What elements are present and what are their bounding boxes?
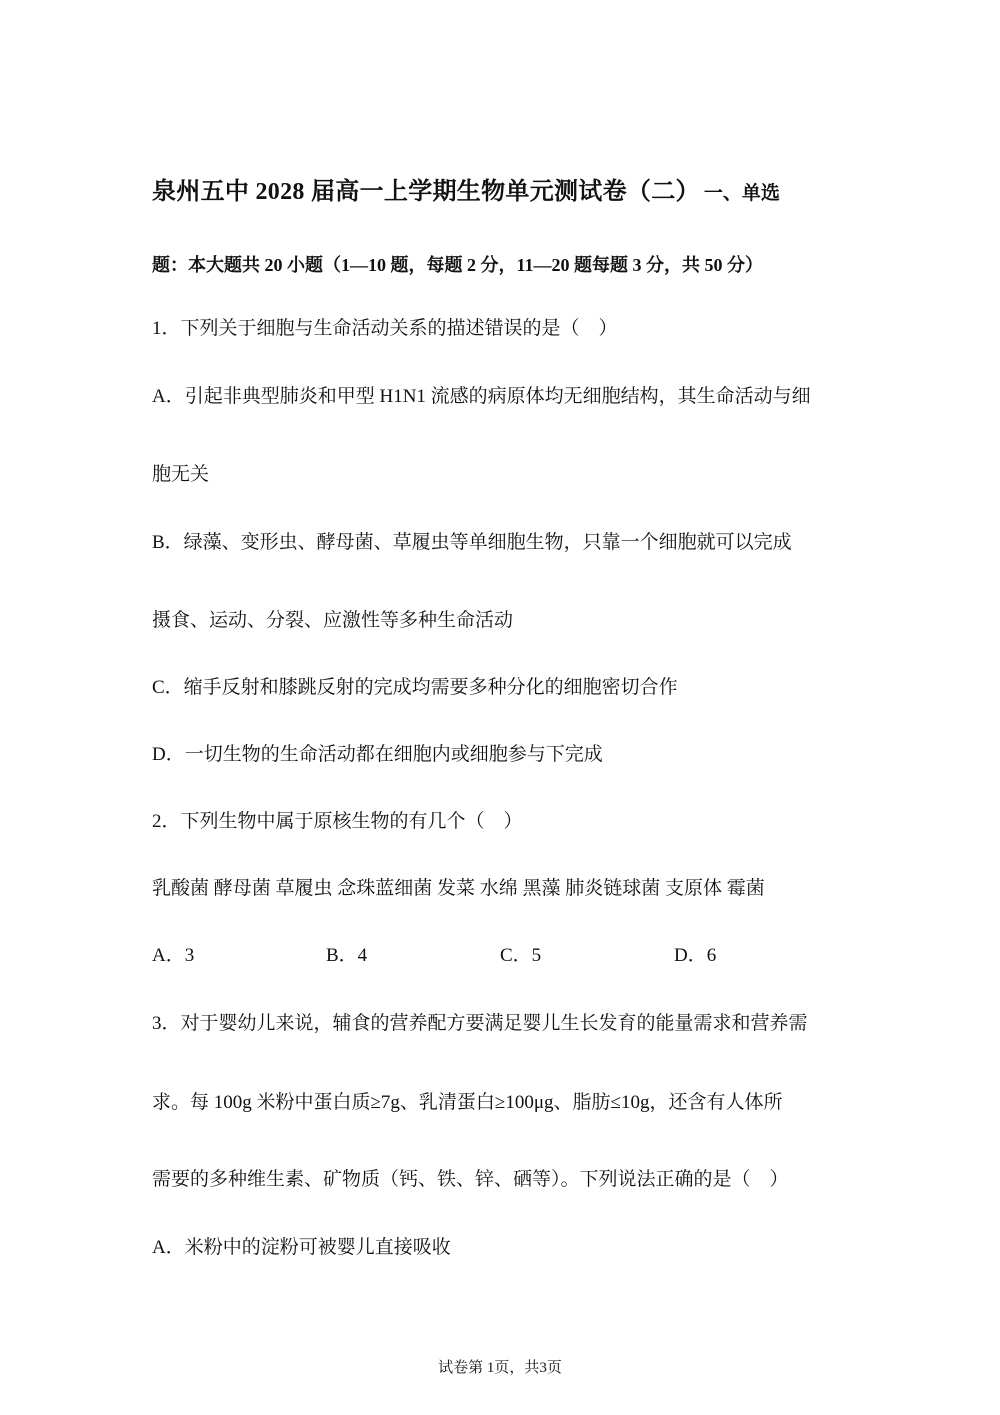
q2-organism-list: 乳酸菌 酵母菌 草履虫 念珠蓝细菌 发菜 水绵 黑藻 肺炎链球菌 支原体 霉菌 <box>152 878 765 899</box>
q1-option-b-line1: B．绿藻、变形虫、酵母菌、草履虫等单细胞生物，只靠一个细胞就可以完成 <box>152 532 792 553</box>
q2-option-d: D．6 <box>674 945 717 966</box>
q1-option-c: C．缩手反射和膝跳反射的完成均需要多种分化的细胞密切合作 <box>152 677 678 698</box>
section-heading-start: 一、单选 <box>703 183 780 204</box>
page-footer: 试卷第 1页，共3页 <box>438 1360 562 1376</box>
q3-stem-line3: 需要的多种维生素、矿物质（钙、铁、锌、硒等）。下列说法正确的是（ ） <box>152 1169 789 1190</box>
page-title: 泉州五中 2028 届高一上学期生物单元测试卷（二） <box>152 179 700 205</box>
q3-option-a: A．米粉中的淀粉可被婴儿直接吸收 <box>152 1237 451 1258</box>
q2-stem: 2．下列生物中属于原核生物的有几个（ ） <box>152 811 523 832</box>
q1-option-a-line2: 胞无关 <box>152 464 210 485</box>
q2-option-c: C．5 <box>500 945 542 966</box>
q1-stem: 1．下列关于细胞与生命活动关系的描述错误的是（ ） <box>152 318 618 339</box>
q1-option-d: D．一切生物的生命活动都在细胞内或细胞参与下完成 <box>152 744 603 765</box>
title-line <box>152 171 780 206</box>
q3-stem-line2: 求。每 100g 米粉中蛋白质≥7g、乳清蛋白≥100μg、脂肪≤10g，还含有人体所 <box>152 1092 783 1113</box>
q2-option-a: A．3 <box>152 945 195 966</box>
q2-option-b: B．4 <box>326 945 368 966</box>
q1-option-b-line2: 摄食、运动、分裂、应激性等多种生命活动 <box>152 610 514 631</box>
section-heading-body: 题：本大题共 20 小题（1—10 题，每题 2 分，11—20 题每题 3 分，共 50 分） <box>152 255 764 275</box>
q1-option-a-line1: A．引起非典型肺炎和甲型 H1N1 流感的病原体均无细胞结构，其生命活动与细 <box>152 386 811 407</box>
q3-stem-line1: 3．对于婴幼儿来说，辅食的营养配方要满足婴儿生长发育的能量需求和营养需 <box>152 1013 808 1034</box>
